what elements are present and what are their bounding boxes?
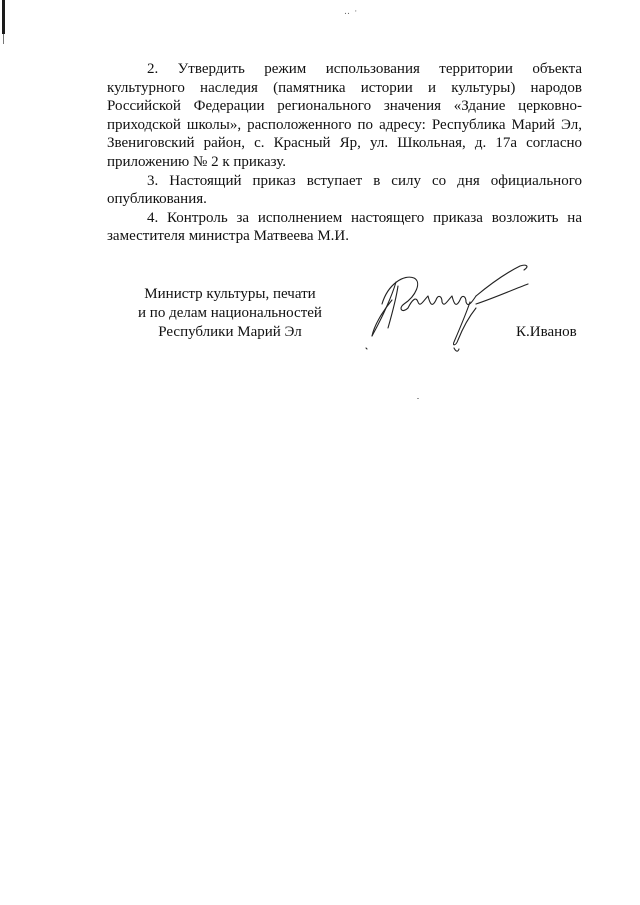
paragraph-item-4: 4. Контроль за исполнением настоящего приказа возложить на заместителя министра Матвеева М.И. [107, 209, 582, 245]
signatory-position [120, 285, 340, 342]
scan-speck [417, 398, 419, 399]
signatory-position-line: Министр культуры, печати [144, 286, 316, 302]
signatory-position-line: Республики Марий Эл [158, 324, 302, 340]
scan-edge-mark [2, 0, 5, 34]
paragraph-item-2: 2. Утвердить режим использования территории объекта культурного наследия (памятника истории и культуры) народов Российской Федерации регионального значения «Здание церковно-приходской школы», расположенного по адресу: Республика Марий Эл, Звениговский район, с. Красный Яр, ул. Школьная, д. 17а согласно приложению № 2 к приказу. [107, 61, 582, 170]
scan-edge-tail [3, 34, 4, 44]
paragraph-item-3: 3. Настоящий приказ вступает в силу со дня официального опубликования. [107, 172, 582, 208]
scan-artifact-mark: ‥ · [344, 6, 359, 16]
document-body [107, 60, 582, 246]
signatory-position-line: и по делам национальностей [138, 305, 322, 321]
signatory-name: К.Иванов [516, 324, 577, 340]
